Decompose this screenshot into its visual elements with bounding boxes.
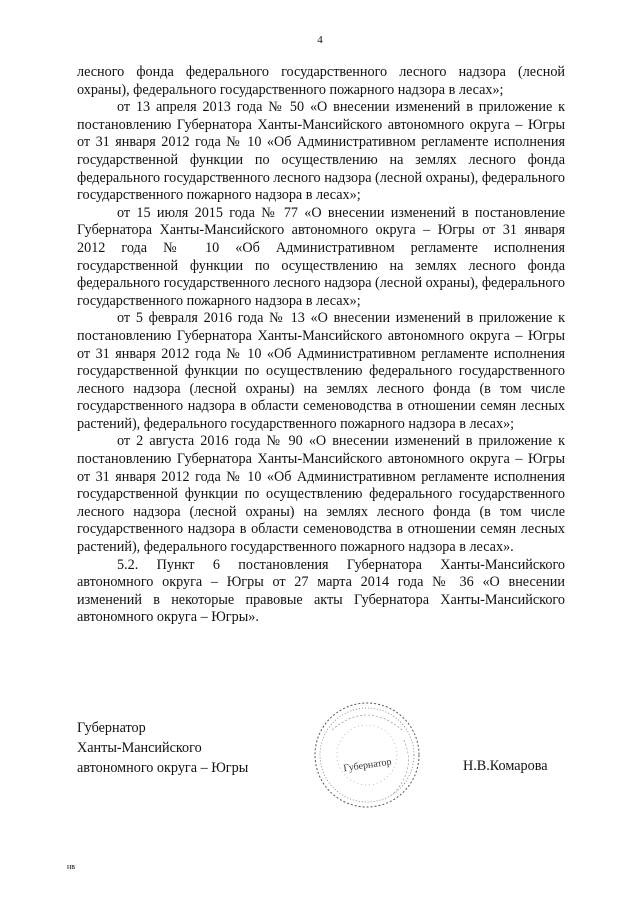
paragraph-2: от 13 апреля 2013 года № 50 «О внесении изменений в приложение к постановлению Губернатора Ханты-Мансийского автономного округа – Югры от 31 января 2012 года № 10 «Об Административном регламенте исполнения государственной функции по осуществлению на землях лесного фонда федерального государственного лесного надзора (лесной охраны), федерального государственного пожарного надзора в лесах»; (77, 99, 565, 204)
page-number: 4 (317, 34, 323, 46)
position-line-3: автономного округа – Югры (77, 760, 249, 776)
position-line-1: Губернатор (77, 720, 146, 736)
paragraph-1: лесного фонда федерального государственного лесного надзора (лесной охраны), федерального государственного пожарного надзора в лесах»; (77, 64, 565, 98)
position-line-2: Ханты-Мансийского (77, 740, 202, 756)
paragraph-6: 5.2. Пункт 6 постановления Губернатора Ханты-Мансийского автономного округа – Югры от 27 марта 2014 года № 36 «О внесении изменений в некоторые правовые акты Губернатора Ханты-Мансийского автономного округа – Югры». (77, 556, 565, 626)
signatory-position (77, 718, 248, 778)
signatory-name: Н.В.Комарова (463, 758, 548, 774)
paragraph-5: от 2 августа 2016 года № 90 «О внесении изменений в приложение к постановлению Губернатора Ханты-Мансийского автономного округа – Югры от 31 января 2012 года № 10 «Об Административном регламенте исполнения государственной функции по осуществлению федерального государственного лесного надзора (лесной охраны) на землях лесного фонда (в том числе государственного надзора в области семеноводства в отношении семян лесных растений), федерального государственного пожарного надзора в лесах». (77, 433, 565, 556)
footer-mark: нв (67, 862, 76, 871)
seal-label: Губернатор (342, 756, 393, 775)
document-body (77, 64, 565, 627)
paragraph-4: от 5 февраля 2016 года № 13 «О внесении изменений в приложение к постановлению Губернатора Ханты-Мансийского автономного округа – Югры от 31 января 2012 года № 10 «Об Административном регламенте исполнения государственной функции по осуществлению федерального государственного лесного надзора (лесной охраны) на землях лесного фонда (в том числе государственного надзора в области семеноводства в отношении семян лесных растений), федерального государственного пожарного надзора в лесах»; (77, 310, 565, 432)
paragraph-3: от 15 июля 2015 года № 77 «О внесении изменений в постановление Губернатора Ханты-Мансийского автономного округа – Югры от 31 января 2012 года № 10 «Об Административном регламенте исполнения государственной функции по осуществлению на землях лесного фонда федерального государственного лесного надзора (лесной охраны), федерального государственного пожарного надзора в лесах»; (77, 204, 565, 309)
